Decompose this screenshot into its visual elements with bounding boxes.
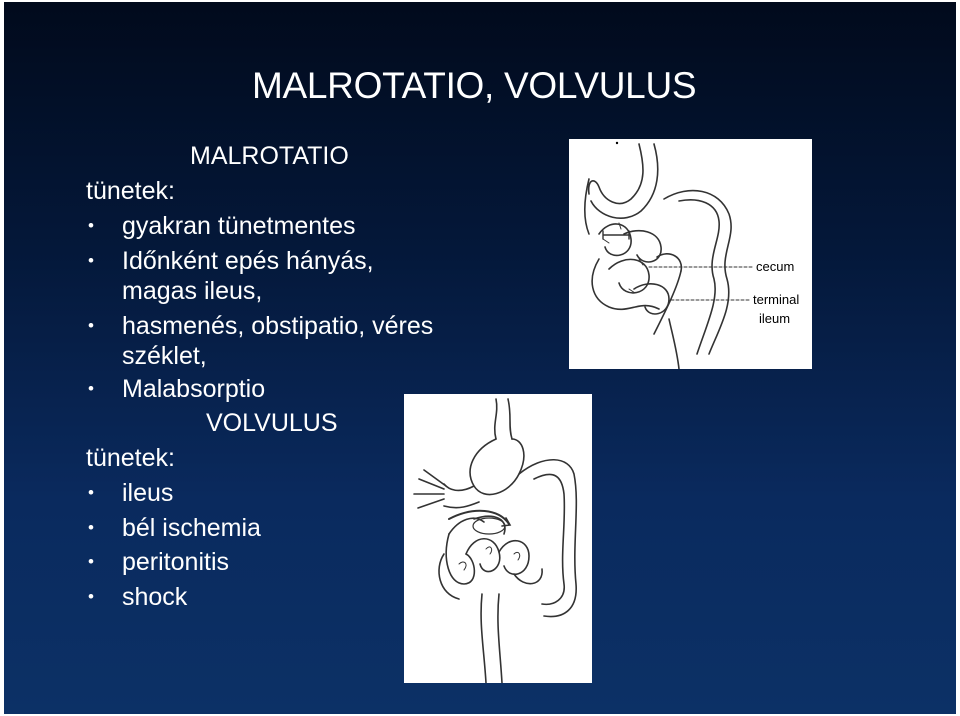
bullet-marker: • bbox=[88, 316, 94, 335]
slide bbox=[4, 2, 956, 714]
bullet-marker: • bbox=[88, 552, 94, 571]
bullet-marker: • bbox=[88, 251, 94, 270]
volvulus-symptoms-label: tünetek: bbox=[86, 444, 175, 472]
slide-title: MALROTATIO, VOLVULUS bbox=[252, 65, 697, 106]
malrotation-figure bbox=[569, 139, 812, 369]
volvulus-bullet-2: bél ischemia bbox=[122, 514, 261, 542]
volvulus-illustration bbox=[404, 394, 592, 683]
volvulus-heading: VOLVULUS bbox=[206, 409, 338, 437]
malrotatio-bullet-3: hasmenés, obstipatio, véres bbox=[122, 312, 434, 340]
malrotatio-bullet-1: gyakran tünetmentes bbox=[122, 212, 356, 240]
label-ileum: ileum bbox=[759, 311, 791, 326]
volvulus-figure bbox=[404, 394, 592, 683]
malrotatio-bullet-3-cont: széklet, bbox=[122, 342, 207, 370]
malrotation-illustration bbox=[569, 139, 812, 369]
malrotatio-bullet-2: Időnként epés hányás, bbox=[122, 247, 374, 275]
label-cecum: cecum bbox=[756, 259, 795, 274]
volvulus-bullet-3: peritonitis bbox=[122, 548, 229, 576]
label-terminal: terminal bbox=[753, 292, 800, 307]
malrotatio-bullet-4: Malabsorptio bbox=[122, 375, 266, 403]
bullet-marker: • bbox=[88, 587, 94, 606]
volvulus-bullet-4: shock bbox=[122, 583, 188, 611]
bullet-marker: • bbox=[88, 483, 94, 502]
volvulus-bullet-1: ileus bbox=[122, 479, 174, 507]
bullet-marker: • bbox=[88, 379, 94, 398]
bullet-marker: • bbox=[88, 216, 94, 235]
malrotatio-heading: MALROTATIO bbox=[190, 142, 349, 170]
malrotatio-symptoms-label: tünetek: bbox=[86, 177, 175, 205]
bullet-marker: • bbox=[88, 518, 94, 537]
malrotatio-bullet-2-cont: magas ileus, bbox=[122, 277, 263, 305]
